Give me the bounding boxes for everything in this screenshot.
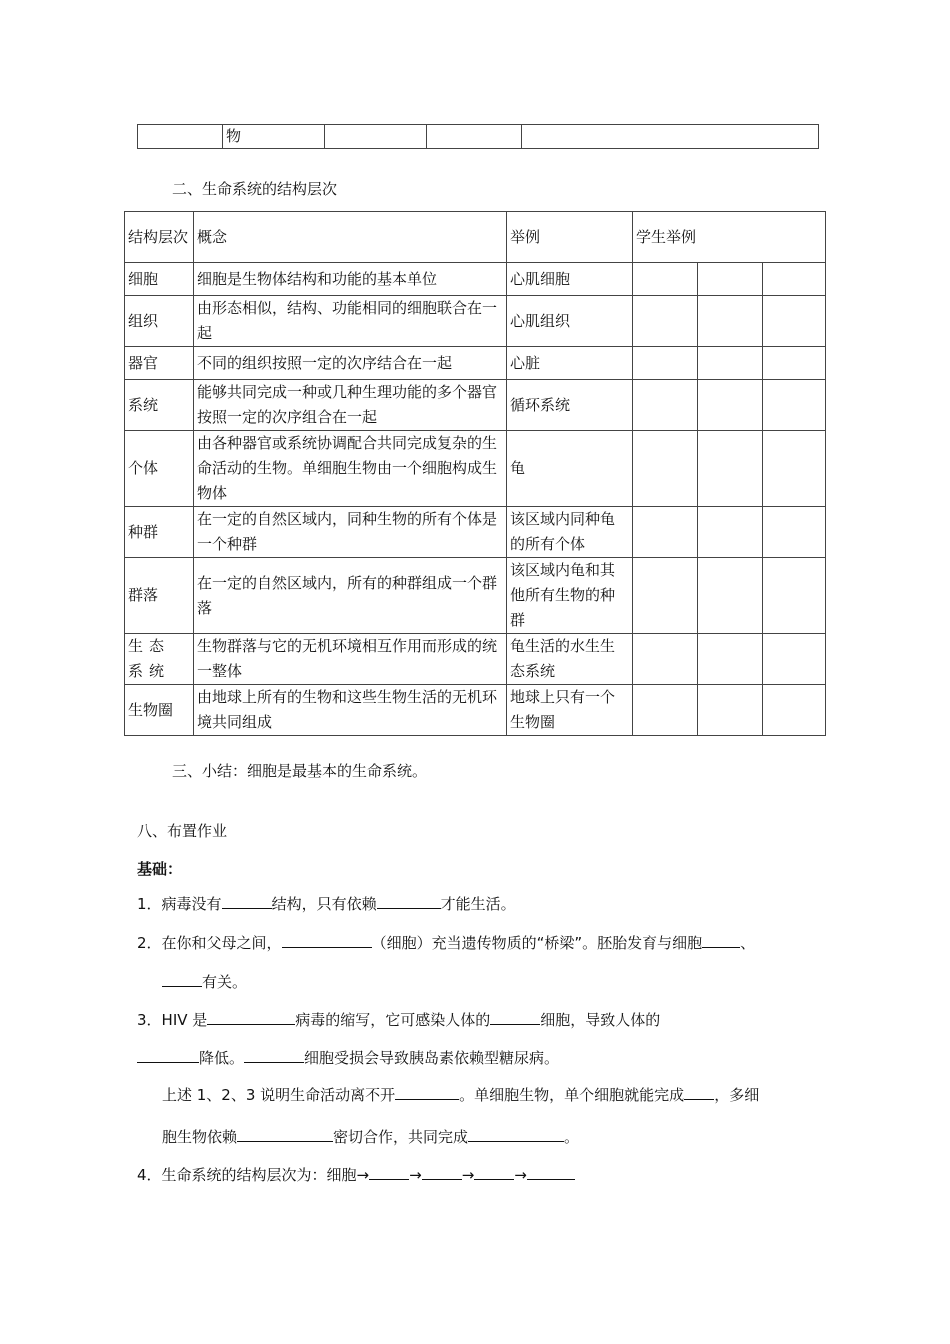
concept-cell: 细胞是生物体结构和功能的基本单位 — [194, 263, 507, 296]
student-example-cell[interactable] — [763, 263, 826, 296]
answer-blank[interactable] — [369, 1163, 409, 1180]
student-example-cell[interactable] — [698, 685, 763, 736]
student-example-cell[interactable] — [763, 634, 826, 685]
concept-cell: 在一定的自然区域内，同种生物的所有个体是一个种群 — [194, 507, 507, 558]
question-1 — [137, 892, 516, 914]
arrow-symbol: → — [514, 1166, 527, 1184]
note-text: 。 — [564, 1128, 580, 1146]
summary-text: 三、小结：细胞是最基本的生命系统。 — [172, 762, 428, 780]
student-example-cell[interactable] — [698, 507, 763, 558]
table-header-row — [125, 212, 826, 263]
question-number: 3． — [137, 1011, 162, 1029]
basic-label: 基础： — [137, 860, 183, 878]
arrow-symbol: → — [461, 1166, 475, 1184]
note-text: ，多细 — [714, 1086, 760, 1104]
student-example-cell[interactable] — [633, 296, 698, 347]
level-cell: 群落 — [125, 558, 194, 634]
student-example-cell[interactable] — [698, 380, 763, 431]
header-student-example: 学生举例 — [633, 212, 826, 263]
top-table — [137, 124, 819, 149]
note-text: 上述 1、2、3 说明生命活动离不开 — [162, 1086, 396, 1104]
student-example-cell[interactable] — [633, 263, 698, 296]
table-row — [125, 380, 826, 431]
answer-blank[interactable] — [422, 1163, 462, 1180]
section-title: 二、生命系统的结构层次 — [172, 180, 338, 198]
table-row — [125, 296, 826, 347]
table-cell — [325, 125, 427, 149]
example-cell: 循环系统 — [507, 380, 633, 431]
table-row — [125, 431, 826, 507]
answer-blank[interactable] — [222, 892, 272, 909]
question-2 — [137, 931, 755, 953]
concept-cell: 能够共同完成一种或几种生理功能的多个器官按照一定的次序组合在一起 — [194, 380, 507, 431]
student-example-cell[interactable] — [633, 507, 698, 558]
student-example-cell[interactable] — [698, 634, 763, 685]
level-cell: 组织 — [125, 296, 194, 347]
concept-cell: 生物群落与它的无机环境相互作用而形成的统一整体 — [194, 634, 507, 685]
student-example-cell[interactable] — [633, 431, 698, 507]
answer-blank[interactable] — [282, 931, 372, 948]
question-text: 生命系统的结构层次为：细胞→ — [161, 1166, 370, 1184]
level-cell: 生态系统 — [125, 634, 194, 685]
question-text: 病毒的缩写，它可感染人体的 — [295, 1011, 491, 1029]
answer-blank[interactable] — [684, 1083, 714, 1100]
level-cell: 系统 — [125, 380, 194, 431]
header-example: 举例 — [507, 212, 633, 263]
question-3-continued — [137, 1046, 559, 1068]
concept-cell: 不同的组织按照一定的次序结合在一起 — [194, 347, 507, 380]
question-number: 2． — [137, 934, 162, 952]
note-text: 。单细胞生物，单个细胞就能完成 — [459, 1086, 685, 1104]
question-2-continued — [162, 970, 247, 992]
header-level: 结构层次 — [125, 212, 194, 263]
question-text: （细胞）充当遗传物质的“桥梁”。胚胎发育与细胞 — [371, 934, 703, 952]
table-row — [125, 685, 826, 736]
example-cell: 龟生活的水生生态系统 — [507, 634, 633, 685]
level-cell: 器官 — [125, 347, 194, 380]
question-text: 才能生活。 — [440, 895, 516, 913]
homework-title: 八、布置作业 — [137, 822, 228, 840]
answer-blank[interactable] — [474, 1163, 514, 1180]
student-example-cell[interactable] — [633, 380, 698, 431]
table-row — [125, 634, 826, 685]
student-example-cell[interactable] — [698, 263, 763, 296]
answer-blank[interactable] — [490, 1008, 540, 1025]
student-example-cell[interactable] — [633, 634, 698, 685]
question-text: 细胞受损会导致胰岛素依赖型糖尿病。 — [304, 1049, 560, 1067]
concept-cell: 由各种器官或系统协调配合共同完成复杂的生命活动的生物。单细胞生物由一个细胞构成生物体 — [194, 431, 507, 507]
example-cell: 心肌组织 — [507, 296, 633, 347]
table-cell — [522, 125, 819, 149]
answer-blank[interactable] — [244, 1046, 304, 1063]
table-cell — [427, 125, 522, 149]
answer-blank[interactable] — [395, 1083, 459, 1100]
student-example-cell[interactable] — [763, 507, 826, 558]
note-line-2 — [162, 1125, 579, 1147]
answer-blank[interactable] — [137, 1046, 199, 1063]
answer-blank[interactable] — [468, 1125, 564, 1142]
student-example-cell[interactable] — [633, 347, 698, 380]
question-text: 病毒没有 — [161, 895, 222, 913]
table-row — [125, 558, 826, 634]
example-cell: 该区域内同种龟的所有个体 — [507, 507, 633, 558]
question-text: HIV 是 — [161, 1011, 208, 1029]
example-cell: 该区域内龟和其他所有生物的种群 — [507, 558, 633, 634]
student-example-cell[interactable] — [698, 347, 763, 380]
table-cell: 物 — [223, 125, 325, 149]
hierarchy-table — [124, 211, 826, 736]
arrow-symbol: → — [409, 1166, 422, 1184]
header-concept: 概念 — [194, 212, 507, 263]
concept-cell: 在一定的自然区域内，所有的种群组成一个群落 — [194, 558, 507, 634]
student-example-cell[interactable] — [698, 431, 763, 507]
student-example-cell[interactable] — [698, 558, 763, 634]
answer-blank[interactable] — [237, 1125, 333, 1142]
student-example-cell[interactable] — [763, 431, 826, 507]
table-row — [138, 125, 819, 149]
answer-blank[interactable] — [377, 892, 441, 909]
student-example-cell[interactable] — [698, 296, 763, 347]
question-text: 结构，只有依赖 — [271, 895, 377, 913]
student-example-cell[interactable] — [763, 347, 826, 380]
question-number: 1． — [137, 895, 162, 913]
question-text: 、 — [740, 934, 756, 952]
student-example-cell[interactable] — [763, 558, 826, 634]
answer-blank[interactable] — [162, 970, 202, 987]
concept-cell: 由形态相似，结构、功能相同的细胞联合在一起 — [194, 296, 507, 347]
note-text: 胞生物依赖 — [162, 1128, 238, 1146]
example-cell: 龟 — [507, 431, 633, 507]
level-cell: 生物圈 — [125, 685, 194, 736]
table-row — [125, 347, 826, 380]
student-example-cell[interactable] — [633, 685, 698, 736]
answer-blank[interactable] — [527, 1163, 575, 1180]
student-example-cell[interactable] — [763, 685, 826, 736]
question-text: 有关。 — [202, 973, 248, 991]
note-line-1 — [162, 1083, 759, 1105]
concept-cell: 由地球上所有的生物和这些生物生活的无机环境共同组成 — [194, 685, 507, 736]
example-cell: 心肌细胞 — [507, 263, 633, 296]
student-example-cell[interactable] — [763, 380, 826, 431]
level-cell: 种群 — [125, 507, 194, 558]
question-3 — [137, 1008, 660, 1030]
student-example-cell[interactable] — [763, 296, 826, 347]
answer-blank[interactable] — [702, 931, 740, 948]
question-text: 细胞，导致人体的 — [540, 1011, 661, 1029]
student-example-cell[interactable] — [633, 558, 698, 634]
question-4 — [137, 1163, 575, 1185]
note-text: 密切合作，共同完成 — [333, 1128, 469, 1146]
question-text: 降低。 — [199, 1049, 245, 1067]
level-cell: 细胞 — [125, 263, 194, 296]
answer-blank[interactable] — [207, 1008, 295, 1025]
example-cell: 地球上只有一个生物圈 — [507, 685, 633, 736]
table-cell — [138, 125, 223, 149]
level-cell: 个体 — [125, 431, 194, 507]
question-number: 4． — [137, 1166, 162, 1184]
example-cell: 心脏 — [507, 347, 633, 380]
table-row — [125, 507, 826, 558]
question-text: 在你和父母之间， — [161, 934, 282, 952]
table-row — [125, 263, 826, 296]
